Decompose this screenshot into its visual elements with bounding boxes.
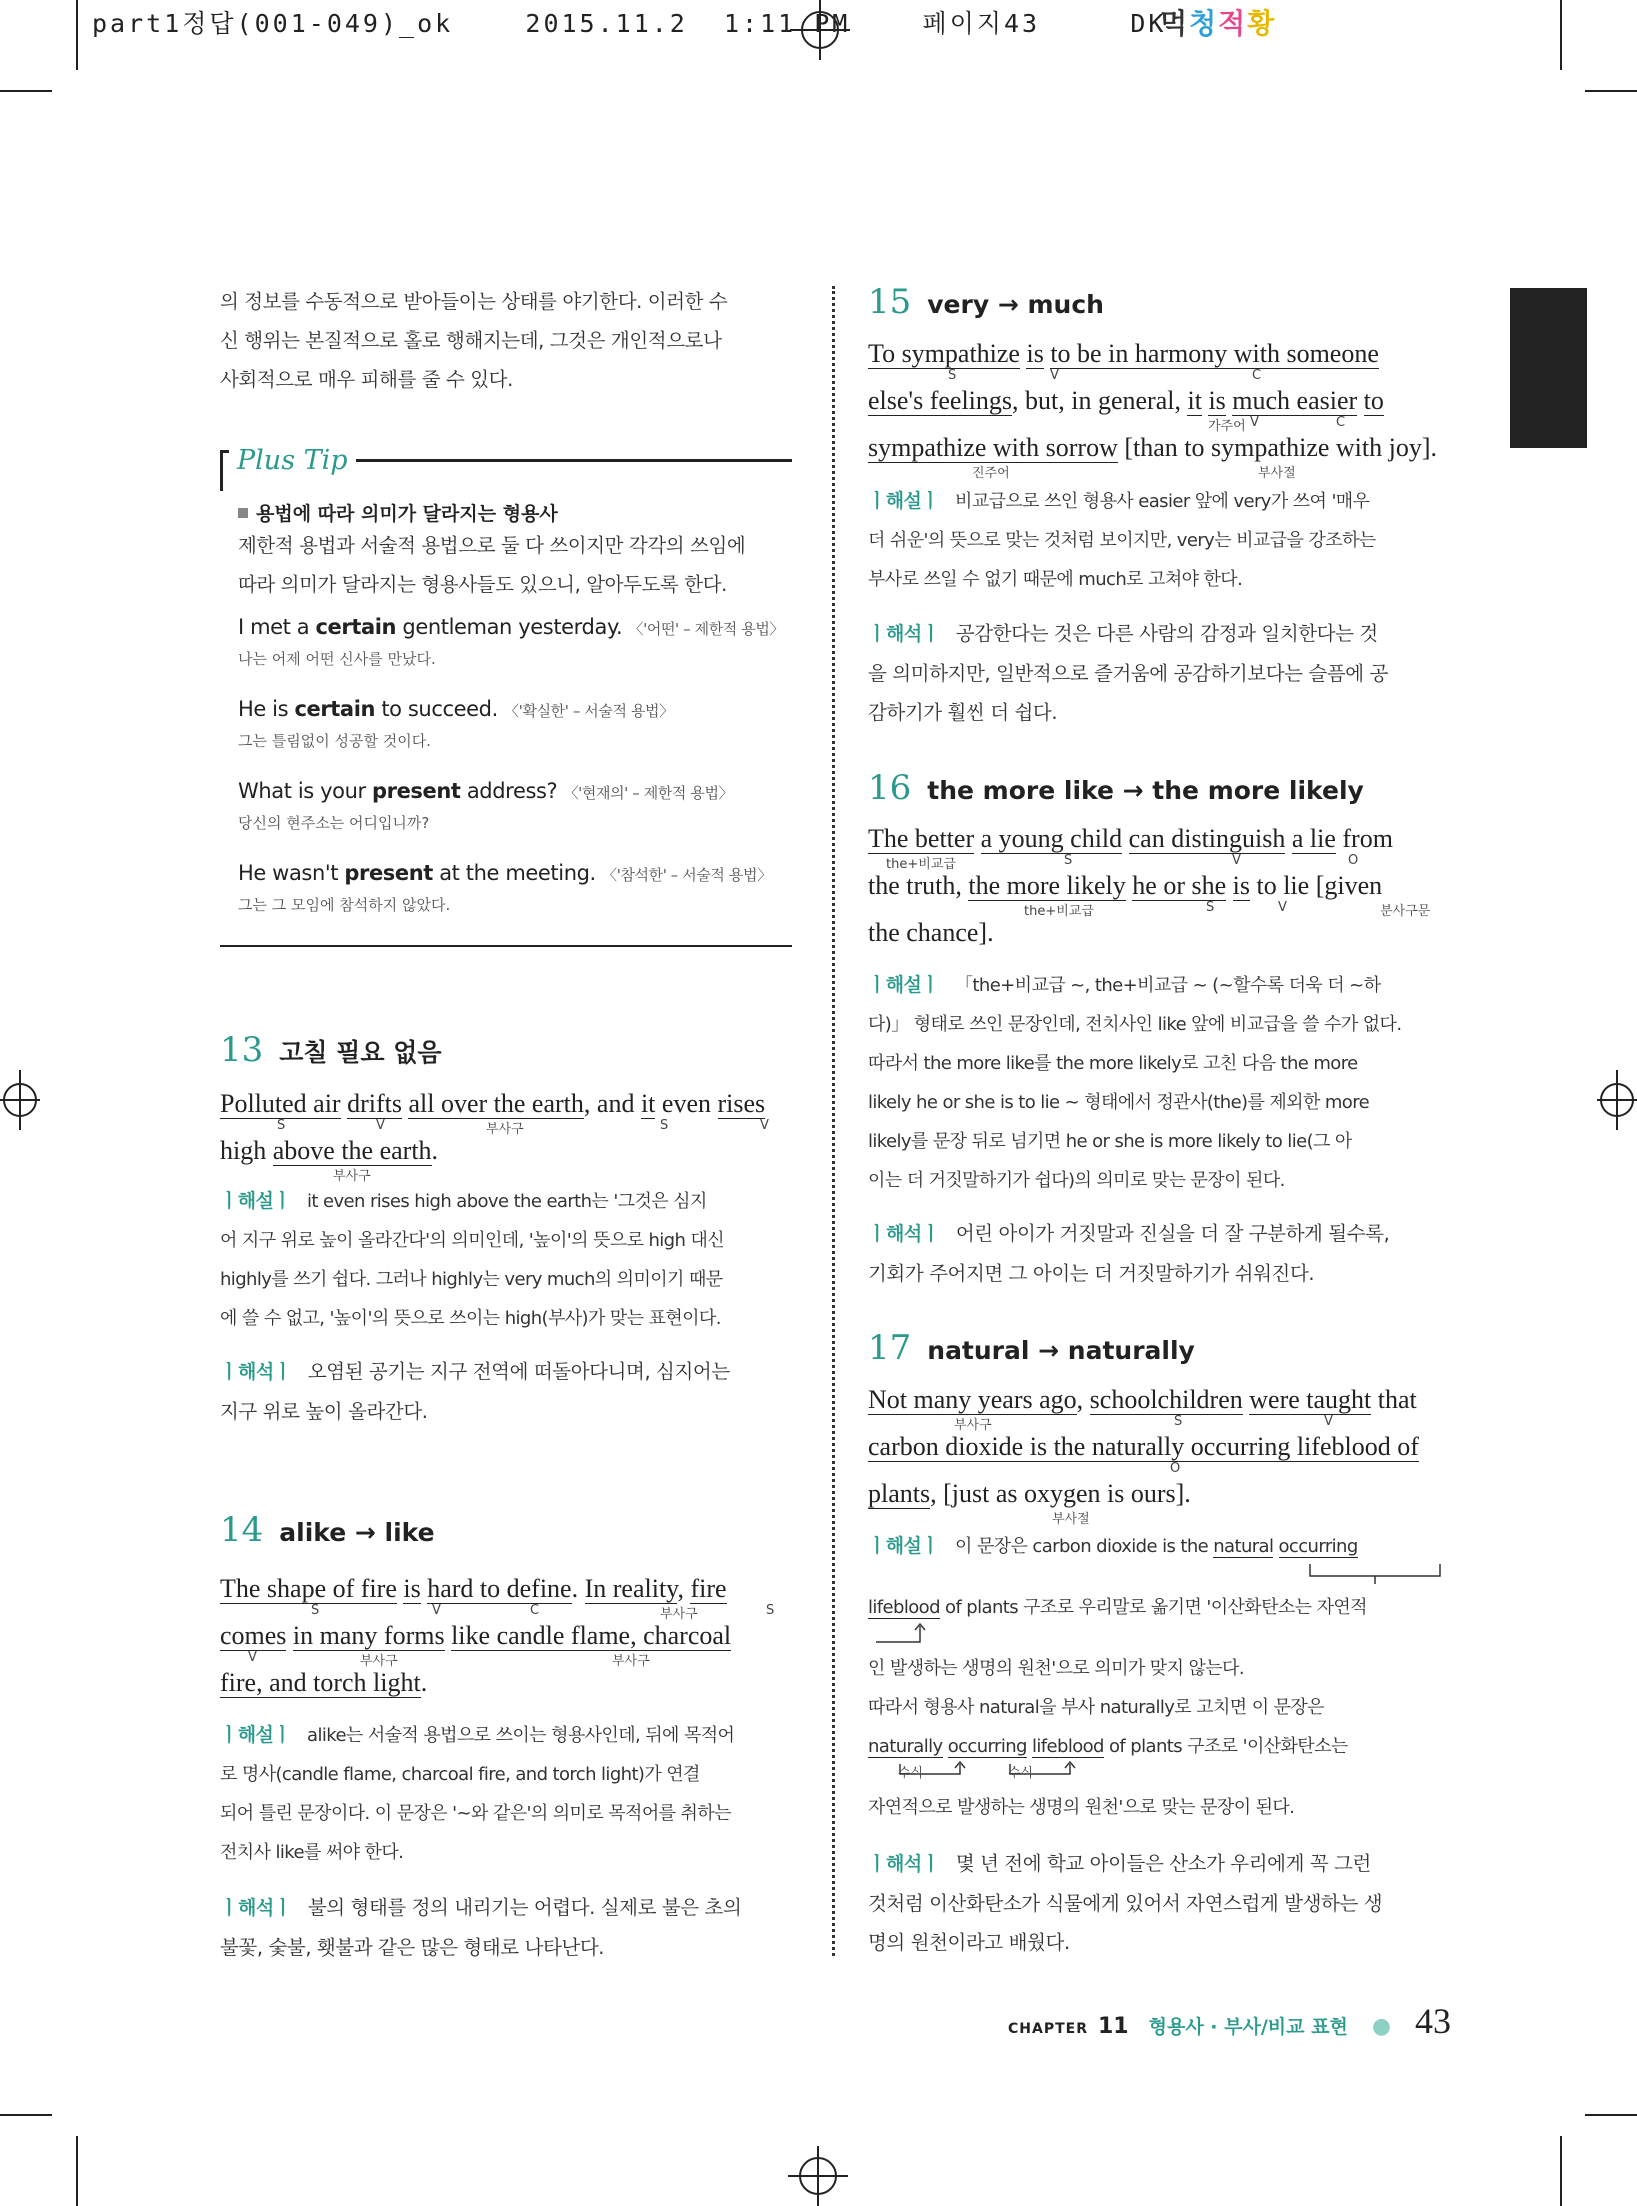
- grammar-label-adv: 부사구: [486, 1122, 524, 1137]
- grammar-label-V: V: [1232, 853, 1241, 868]
- q15-line-3: sympathize with sorrow [than to sympathize with joy].: [868, 433, 1438, 462]
- registration-mark-top: [790, 0, 850, 60]
- grammar-label-V: V: [1324, 1414, 1333, 1429]
- grammar-label-modifier: 수식: [898, 1766, 924, 1781]
- grammar-label-S: S: [277, 1118, 286, 1133]
- question-number: 16: [868, 768, 912, 808]
- left-intro: [220, 282, 792, 399]
- grammar-label-V: V: [432, 1603, 441, 1618]
- crop-mark: [0, 2114, 52, 2116]
- grammar-label-S: S: [660, 1118, 669, 1133]
- grammar-label-V: V: [760, 1118, 769, 1133]
- tip-bottom-rule: [220, 945, 792, 947]
- q15-line-2: else's feelings, but, in general, it is much easier to: [868, 386, 1384, 415]
- grammar-label-S: S: [1206, 900, 1215, 915]
- grammar-label-adv: 부사구: [612, 1654, 650, 1669]
- q16-line-2: the truth, the more likely he or she is to lie [given: [868, 871, 1383, 900]
- q13-translation: ㅣ해석ㅣ 오염된 공기는 지구 전역에 떠돌아다니며, 심지어는 지구 위로 높이 올라간다.: [220, 1360, 730, 1423]
- grammar-label-C: C: [1336, 415, 1346, 430]
- grammar-label-adverb-clause: 부사절: [1052, 1512, 1090, 1527]
- q13-explanation: ㅣ해설ㅣ it even rises high above the earth는 '그것은 심지 어 지구 위로 높이 올라간다'의 의미인데, '높이'의 뜻으로 high 대신 highly를 쓰기 쉽다. 그러나 highly는 very much의 의미이기 때문 에 쓸 수 없고, '높이'의 뜻으로 쓰이는 high(부사)가 맞는 표현이다.: [220, 1190, 725, 1329]
- question-title: natural → naturally: [927, 1336, 1195, 1365]
- question-number: 14: [220, 1510, 264, 1550]
- print-date: 2015.11.2: [525, 9, 688, 38]
- question-number: 17: [868, 1328, 912, 1368]
- q17-translation: ㅣ해석ㅣ 몇 년 전에 학교 아이들은 산소가 우리에게 꼭 그런 것처럼 이산화탄소가 식물에게 있어서 자연스럽게 발생하는 생 명의 원천이라고 배웠다.: [868, 1852, 1383, 1954]
- intro-line: 사회적으로 매우 피해를 줄 수 있다.: [220, 368, 513, 391]
- tip-heading: 용법에 따라 의미가 달라지는 형용사: [220, 499, 792, 526]
- brand-black: 먹: [1160, 7, 1190, 40]
- print-page: 페이지43: [922, 9, 1041, 38]
- q13-line-2: high above the earth.: [220, 1136, 439, 1165]
- tip-example: What is your present address? 〈'현재의' – 제한적 용법〉 당신의 현주소는 어디입니까?: [238, 779, 734, 832]
- crop-mark: [1585, 2114, 1637, 2116]
- print-operator: DK: [1130, 9, 1167, 38]
- grammar-label-O: O: [1170, 1461, 1181, 1476]
- modifier-arrow: [870, 1622, 930, 1646]
- q15-line-1: To sympathize is to be in harmony with someone: [868, 339, 1379, 368]
- q15-translation: ㅣ해석ㅣ 공감한다는 것은 다른 사람의 감정과 일치한다는 것 을 의미하지만, 일반적으로 즐거움에 공감하기보다는 슬픔에 공 감하기가 훨씬 더 쉽다.: [868, 622, 1388, 724]
- tip-desc-line: 제한적 용법과 서술적 용법으로 둘 다 쓰이지만 각각의 쓰임에: [238, 534, 746, 557]
- grammar-label-adv: 부사구: [333, 1169, 371, 1184]
- crop-mark: [0, 90, 52, 92]
- crop-mark: [76, 0, 78, 70]
- bullet-dot-icon: ●: [1371, 2014, 1392, 2039]
- q14-line-2: comes in many forms like candle flame, charcoal: [220, 1621, 732, 1650]
- grammar-label-adv: 부사구: [360, 1654, 398, 1669]
- square-bullet-icon: [238, 508, 248, 518]
- grammar-label-comparative: the+비교급: [886, 857, 956, 872]
- crop-mark: [1585, 90, 1637, 92]
- tip-example: I met a certain gentleman yesterday. 〈'어떤' – 제한적 용법〉 나는 어제 어떤 신사를 만났다.: [238, 615, 785, 668]
- grammar-label-participle: 분사구문: [1380, 904, 1431, 919]
- grammar-label-C: C: [530, 1603, 540, 1618]
- q16-explanation: ㅣ해설ㅣ 「the+비교급 ~, the+비교급 ~ (~할수록 더욱 더 ~하 다)」 형태로 쓰인 문장인데, 전치사인 like 앞에 비교급을 쓸 수가 없다. 따라서 the more like를 the more likely로 고친 다음 the more likely he or she is to lie ~ 형태에서 정관사(the)를 제외한 more likely를 문장 뒤로 넘기면 he or she is more likely to lie(그 아 이는 더 거짓말하기가 쉽다)의 의미로 맞는 문장이 된다.: [868, 974, 1402, 1191]
- tip-rule: [356, 459, 792, 462]
- q16-line-3: the chance].: [868, 918, 994, 947]
- page-footer: [1008, 2000, 1451, 2042]
- grammar-label-S: S: [1174, 1414, 1183, 1429]
- question-16: [868, 768, 1440, 808]
- color-registration-label: [1160, 2, 1276, 42]
- grammar-label-V: V: [1050, 368, 1059, 383]
- grammar-label-adv: 부사구: [954, 1418, 992, 1433]
- question-title: 고칠 필요 없음: [279, 1038, 442, 1067]
- page-number: 43: [1415, 2001, 1452, 2041]
- registration-mark-left: [0, 1070, 40, 1130]
- q13-line-1: Polluted air drifts all over the earth, and it even rises: [220, 1089, 766, 1118]
- registration-mark-bottom: [788, 2146, 848, 2206]
- tip-example: He wasn't present at the meeting. 〈'참석한' – 서술적 용법〉 그는 그 모임에 참석하지 않았다.: [238, 861, 772, 914]
- question-title: the more like → the more likely: [927, 776, 1364, 805]
- plus-tip-title: Plus Tip: [237, 445, 348, 476]
- q14-explanation: ㅣ해설ㅣ alike는 서술적 용법으로 쓰이는 형용사인데, 뒤에 목적어 로 명사(candle flame, charcoal fire, and torch light)가 연결 되어 틀린 문장이다. 이 문장은 '~와 같은'의 의미로 목적어를 취하는 전치사 like를 써야 한다.: [220, 1724, 735, 1863]
- question-number: 15: [868, 282, 912, 322]
- print-time: 1:11 PM: [723, 9, 851, 38]
- question-15: [868, 282, 1440, 322]
- q15-explanation: ㅣ해설ㅣ 비교급으로 쓰인 형용사 easier 앞에 very가 쓰여 '매우 더 쉬운'의 뜻으로 맞는 것처럼 보이지만, very는 비교급을 강조하는 부사로 쓰일 수 없기 때문에 much로 고쳐야 한다.: [868, 490, 1376, 590]
- brand-magenta: 적: [1218, 7, 1248, 40]
- chapter-label: CHAPTER: [1008, 2021, 1088, 2037]
- grammar-label-S: S: [1064, 853, 1073, 868]
- q14-translation: ㅣ해석ㅣ 불의 형태를 정의 내리기는 어렵다. 실제로 불은 초의 불꽃, 숯불, 횃불과 같은 많은 형태로 나타난다.: [220, 1896, 742, 1959]
- crop-mark: [76, 2136, 78, 2206]
- tip-examples: [220, 612, 792, 940]
- grammar-label-V: V: [1250, 415, 1259, 430]
- modifier-bracket: [1300, 1564, 1450, 1584]
- q17-line-3: plants, [just as oxygen is ours].: [868, 1479, 1191, 1508]
- chapter-thumb-tab: [1510, 288, 1587, 448]
- q14-line-1: The shape of fire is hard to define. In reality, fire: [220, 1574, 727, 1603]
- brand-cyan: 청: [1189, 7, 1219, 40]
- question-title: alike → like: [279, 1518, 435, 1547]
- grammar-label-V: V: [376, 1118, 385, 1133]
- q17-explanation: ㅣ해설ㅣ 이 문장은 carbon dioxide is the natural occurring lifeblood of plants 구조로 우리말로 옮기면 '이산화탄소는 자연적 인 발생하는 생명의 원천'으로 의미가 맞지 않는다. 따라서 형용사 natural을 부사 naturally로 고치면 이 문장은 naturally occurring lifeblood of plants 구조로 '이산화탄소는 자연적으로 발생하는 생명의 원천'으로 맞는 문장이 된다.: [868, 1535, 1367, 1818]
- grammar-label-O: O: [1348, 853, 1359, 868]
- q17-line-2: carbon dioxide is the naturally occurring lifeblood of: [868, 1432, 1419, 1461]
- column-divider: [832, 286, 835, 1956]
- grammar-label-V: V: [248, 1650, 257, 1665]
- registration-mark-right: [1597, 1070, 1637, 1130]
- chapter-number: 11: [1097, 2014, 1129, 2039]
- tip-example: He is certain to succeed. 〈'확실한' – 서술적 용법〉 그는 틀림없이 성공할 것이다.: [238, 697, 674, 750]
- chapter-topic: 형용사 · 부사/비교 표현: [1148, 2016, 1348, 2038]
- print-header: [92, 4, 1166, 40]
- tip-desc-line: 따라 의미가 달라지는 형용사들도 있으니, 알아두도록 한다.: [238, 573, 727, 596]
- crop-mark: [1560, 0, 1562, 70]
- grammar-label-real-subject: 진주어: [972, 466, 1010, 481]
- grammar-label-V: V: [1278, 900, 1287, 915]
- crop-mark: [1560, 2136, 1562, 2206]
- grammar-label-S: S: [948, 368, 957, 383]
- brand-yellow: 황: [1247, 7, 1277, 40]
- grammar-label-adv: 부사구: [660, 1607, 698, 1622]
- question-17: [868, 1328, 1440, 1368]
- question-number: 13: [220, 1030, 264, 1070]
- grammar-label-fake-subject: 가주어: [1208, 419, 1246, 434]
- grammar-label-C: C: [1252, 368, 1262, 383]
- plus-tip-box: [220, 430, 792, 604]
- q16-translation: ㅣ해석ㅣ 어린 아이가 거짓말과 진실을 더 잘 구분하게 될수록, 기회가 주어지면 그 아이는 더 거짓말하기가 쉬워진다.: [868, 1222, 1390, 1285]
- grammar-label-adverb-clause: 부사절: [1258, 466, 1296, 481]
- intro-line: 신 행위는 본질적으로 홀로 행해지는데, 그것은 개인적으로나: [220, 329, 722, 352]
- grammar-label-comparative: the+비교급: [1024, 904, 1094, 919]
- q14-line-3: fire, and torch light.: [220, 1668, 428, 1697]
- question-13: [220, 1030, 792, 1070]
- grammar-label-modifier: 수식: [1008, 1766, 1034, 1781]
- intro-line: 의 정보를 수동적으로 받아들이는 상태를 야기한다. 이러한 수: [220, 290, 728, 313]
- print-filename: part1정답(001-049)_ok: [92, 9, 454, 38]
- grammar-label-S: S: [766, 1603, 775, 1618]
- question-title: very → much: [927, 290, 1104, 319]
- q17-line-1: Not many years ago, schoolchildren were taught that: [868, 1385, 1417, 1414]
- grammar-label-S: S: [311, 1603, 320, 1618]
- q16-line-1: The better a young child can distinguish a lie from: [868, 824, 1393, 853]
- question-14: [220, 1510, 792, 1550]
